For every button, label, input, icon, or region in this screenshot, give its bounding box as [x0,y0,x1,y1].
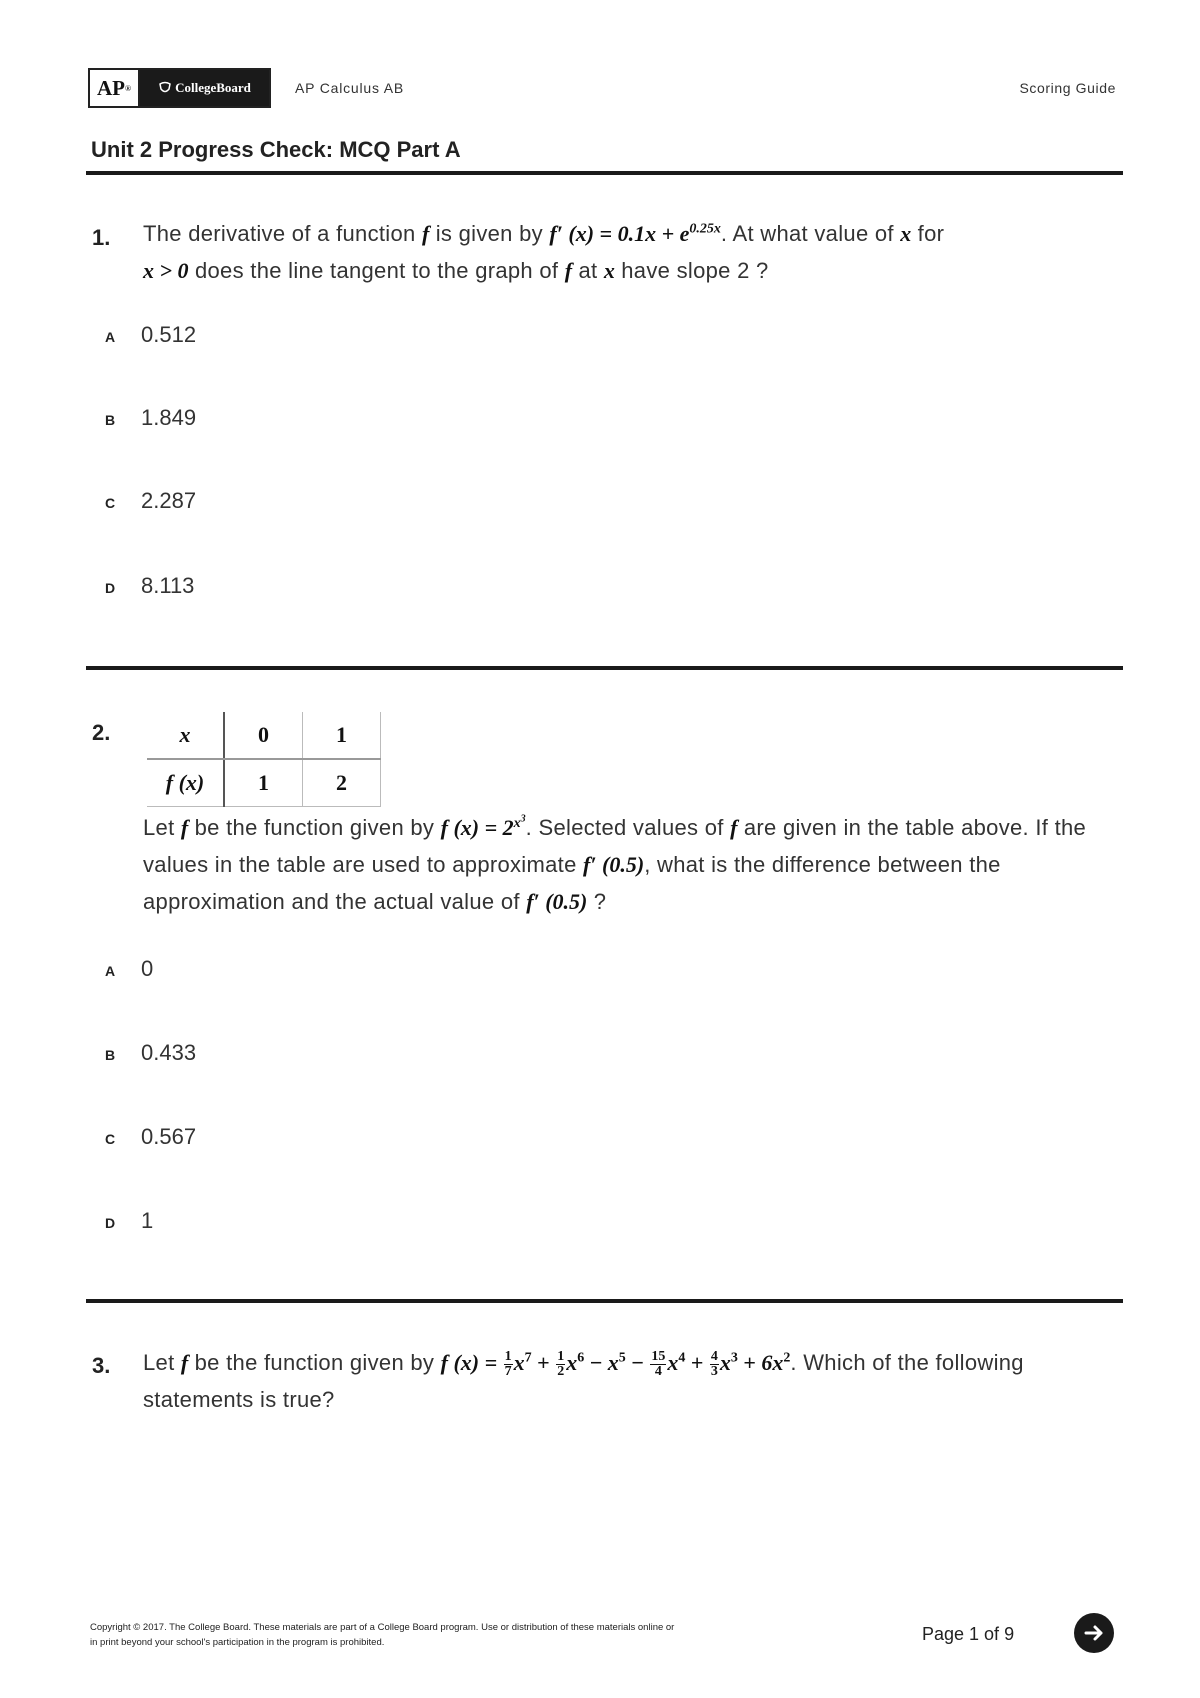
question-divider-1 [86,666,1123,670]
question-2-number: 2. [92,720,111,745]
q2-choice-a-letter[interactable]: A [105,963,116,979]
q1-choice-d-letter[interactable]: D [105,580,116,596]
acorn-icon [158,81,172,95]
q2-choice-a-text[interactable]: 0 [141,956,154,981]
arrow-right-icon [1081,1620,1107,1646]
q2-choice-d-text[interactable]: 1 [141,1208,154,1233]
q1-choice-a-text[interactable]: 0.512 [141,322,197,347]
question-3-number: 3. [92,1353,111,1378]
table-cell: f (x) [147,759,224,807]
course-name: AP Calculus AB [295,80,404,96]
logo-ap-text: AP ® [90,70,140,106]
q1-choice-d-text[interactable]: 8.113 [141,573,195,598]
q1-choice-c-letter[interactable]: C [105,495,116,511]
q2-choice-c-text[interactable]: 0.567 [141,1124,197,1149]
question-3-text: Let f be the function given by f (x) = $\frac{1}{7}$ $x^7$ + $\frac{1}{2}$ $x^6 - x^5$ − $\frac{15}{4}$ $x^4$ + $\frac{4}{3}$ $x^3 + 6x^2$. Which of the following statements is true? [143,1349,1024,1412]
table-cell: 0 [224,712,303,759]
table-cell: 2 [303,759,381,807]
table-cell: x [147,712,224,759]
copyright-notice: Copyright © 2017. The College Board. These materials are part of a College Board program. Use or distribution of these materials online or in print beyond your school's participation in the program is prohibited. [90,1622,675,1648]
q2-choice-d-letter[interactable]: D [105,1215,116,1231]
table-cell: 1 [303,712,381,759]
q1-choice-b-text[interactable]: 1.849 [141,405,197,430]
table-row [147,759,381,807]
q1-choice-a-letter[interactable]: A [105,329,116,345]
question-2-text: Let f be the function given by f $(x) = 2^{x^3}$. Selected values of f are given in the table above. If the values in the table are used to approximate f′ (0.5), what is the difference between the approximation and the actual value of f′ (0.5) ? [143,813,1087,914]
page-title: Unit 2 Progress Check: MCQ Part A [91,137,461,162]
logo-collegeboard: CollegeBoard [140,70,269,106]
q2-choice-b-letter[interactable]: B [105,1047,116,1063]
table-cell: 1 [224,759,303,807]
q2-choice-c-letter[interactable]: C [105,1131,116,1147]
question-1-text: The derivative of a function f is given by f′ $(x) = 0.1x + e^{0.25x}$. At what value of x for x > 0 does the line tangent to the graph of f at x have slope 2 ? [143,221,945,283]
q2-choice-b-text[interactable]: 0.433 [141,1040,197,1065]
next-page-button[interactable] [1074,1613,1114,1653]
page-indicator: Page 1 of 9 [922,1624,1015,1644]
ap-collegeboard-logo [88,68,271,108]
q1-choice-c-text[interactable]: 2.287 [141,488,197,513]
document-type: Scoring Guide [1019,80,1116,96]
table-header-row [147,712,381,759]
q1-choice-b-letter[interactable]: B [105,412,116,428]
question-divider-2 [86,1299,1123,1303]
function-values-table [147,712,381,807]
title-divider [86,171,1123,175]
question-1-number: 1. [92,225,111,250]
